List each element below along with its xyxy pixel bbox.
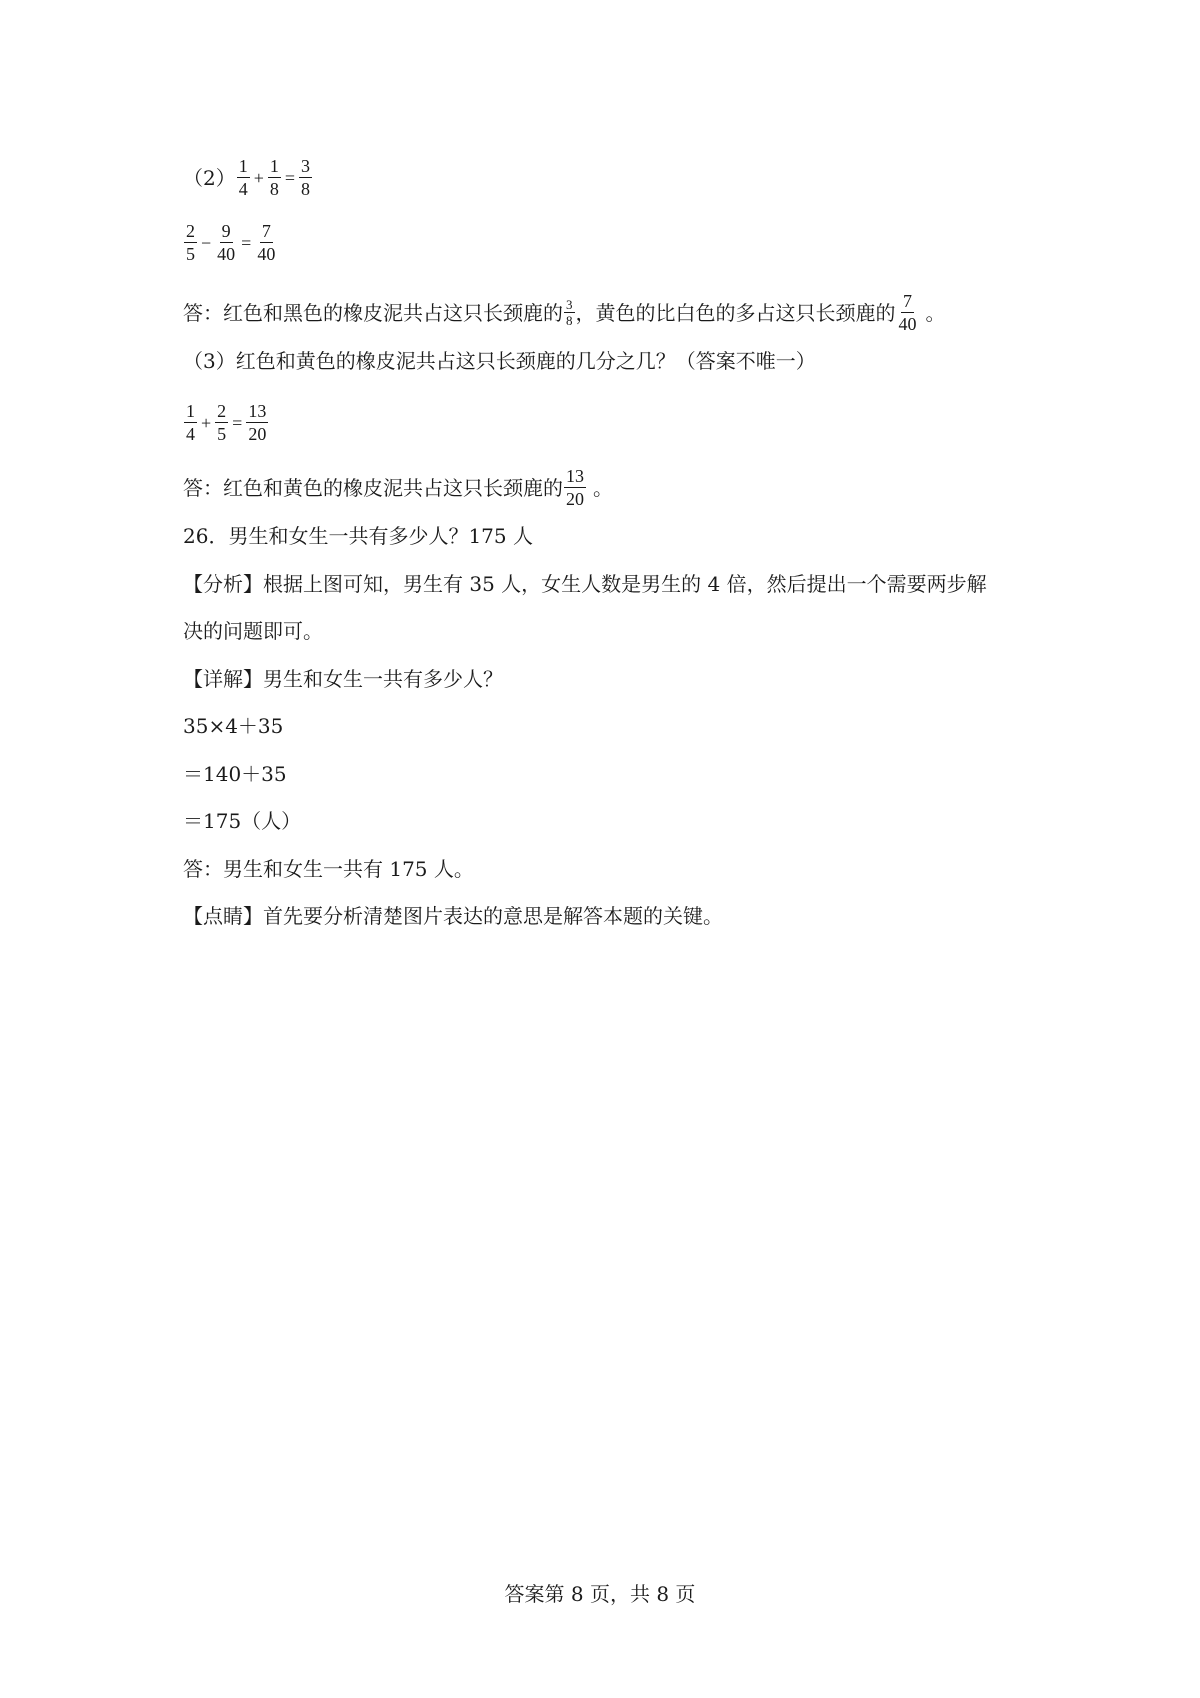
q26-calc-3: ＝175（人）	[183, 809, 302, 833]
fraction: $\frac{7}{40}$	[898, 291, 917, 334]
part2-equation-1: （2） $\frac{1}{4}$ + $\frac{1}{8}$ = $\frac{3}{8}$	[183, 156, 311, 199]
fraction: $\frac{13}{20}$	[248, 401, 267, 444]
fraction: $\frac{2}{5}$	[217, 401, 227, 444]
fraction: $\frac{7}{40}$	[257, 221, 276, 264]
fraction: $\frac{9}{40}$	[217, 221, 236, 264]
part3-question: （3）红色和黄色的橡皮泥共占这只长颈鹿的几分之几？（答案不唯一）	[183, 349, 816, 373]
fraction: $\frac{13}{20}$	[566, 466, 584, 509]
q26-comment: 【点睛】首先要分析清楚图片表达的意思是解答本题的关键。	[183, 904, 723, 928]
q26-answer: 答：男生和女生一共有 175 人。	[183, 857, 474, 881]
part3-answer: 答：红色和黄色的橡皮泥共占这只长颈鹿的 $\frac{13}{20}$ 。	[183, 466, 613, 509]
q26-calc-1: 35×4＋35	[183, 714, 284, 738]
page-footer: 答案第 8 页，共 8 页	[504, 1582, 696, 1606]
q26-title: 26．男生和女生一共有多少人？175 人	[183, 524, 533, 548]
fraction: $\frac{1}{4}$	[238, 156, 248, 199]
part2-equation-2: $\frac{2}{5}$ − $\frac{9}{40}$ = $\frac{7}{40}$	[186, 221, 276, 264]
fraction: $\frac{1}{8}$	[269, 156, 279, 199]
q26-analysis-line-2: 决的问题即可。	[183, 619, 323, 643]
fraction: $\frac{3}{8}$	[566, 297, 573, 328]
part3-equation: $\frac{1}{4}$ + $\frac{2}{5}$ = $\frac{13}{20}$	[186, 401, 267, 444]
q26-analysis-line-1: 【分析】根据上图可知，男生有 35 人，女生人数是男生的 4 倍，然后提出一个需要两步解	[183, 572, 987, 596]
part2-answer: 答：红色和黑色的橡皮泥共占这只长颈鹿的 $\frac{3}{8}$ ，黄色的比白色的多占这只长颈鹿的 $\frac{7}{40}$ 。	[183, 291, 946, 334]
fraction: $\frac{3}{8}$	[301, 156, 311, 199]
q26-calc-2: ＝140＋35	[183, 762, 287, 786]
fraction: $\frac{1}{4}$	[186, 401, 195, 444]
part2-label: （2）	[183, 165, 236, 190]
q26-detail: 【详解】男生和女生一共有多少人？	[183, 667, 503, 691]
fraction: $\frac{2}{5}$	[186, 221, 195, 264]
